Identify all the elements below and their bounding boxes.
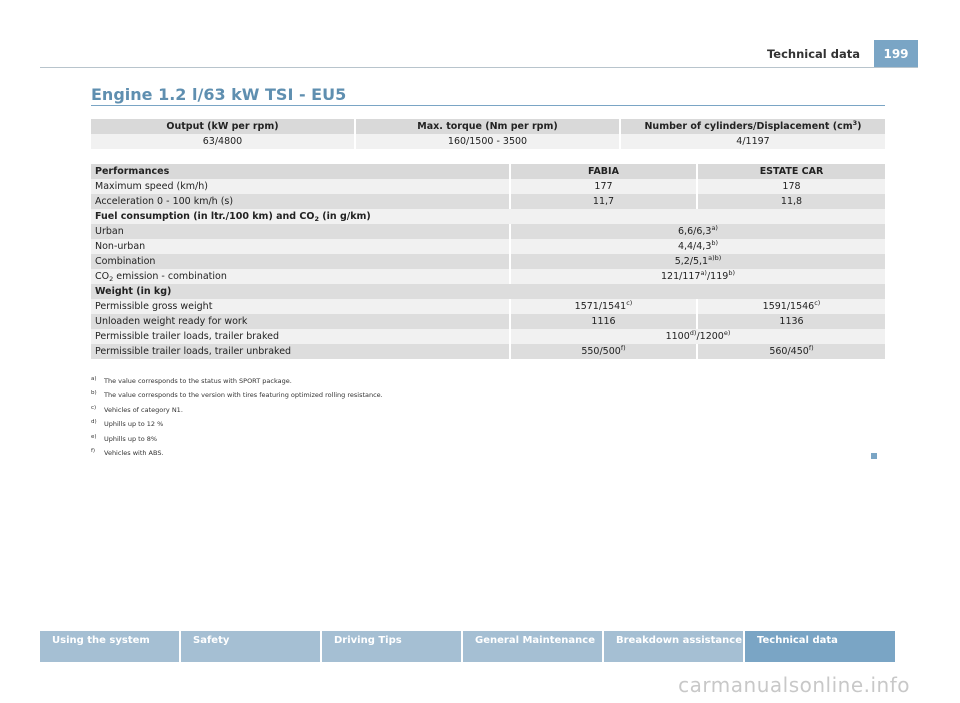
table-header-row (91, 164, 885, 179)
estate-value: 1591/1546$^{c)}$ (697, 299, 885, 314)
fabia-value: 1571/1541$^{c)}$ (510, 299, 697, 314)
row-label: Permissible trailer loads, trailer braked (91, 329, 510, 344)
footnote-text: Uphills up to 8% (104, 434, 158, 443)
row-label: Permissible gross weight (91, 299, 510, 314)
fabia-value: 550/500$^{f)}$ (510, 344, 697, 359)
table-row (91, 224, 885, 239)
footnote-mark: d) (91, 419, 97, 426)
table-row (91, 299, 885, 314)
estate-value: 560/450$^{f)}$ (697, 344, 885, 359)
shared-value: $5,2/5,1^{a)b)}$ (510, 254, 885, 269)
table-row (91, 134, 885, 149)
col-output-header: Output (kW per rpm) (91, 119, 355, 134)
footnote (91, 434, 383, 448)
row-label: Acceleration 0 - 100 km/h (s) (91, 194, 510, 209)
footnote-text: Vehicles of category N1. (104, 405, 183, 414)
section-row-fuel (91, 209, 885, 224)
footnote-text: The value corresponds to the status with SPORT package. (104, 377, 292, 385)
table-row (91, 344, 885, 359)
row-label: Non-urban (91, 239, 510, 254)
col-fabia-header: FABIA (510, 164, 697, 179)
torque-value: 160/1500 - 3500 (355, 134, 620, 149)
row-label: Combination (91, 254, 510, 269)
title-divider (91, 105, 885, 106)
col-cylinders-header: Number of cylinders/Displacement $(cm^3)$ (620, 119, 885, 134)
table-row (91, 329, 885, 344)
nav-tab-technical-data[interactable]: Technical data (745, 631, 895, 662)
col-torque-header: Max. torque (Nm per rpm) (355, 119, 620, 134)
nav-tab-safety[interactable]: Safety (181, 631, 320, 662)
nav-tab-breakdown-assistance[interactable]: Breakdown assistance (604, 631, 743, 662)
col-performances-header: Performances (91, 164, 510, 179)
footnote-mark: c) (91, 404, 97, 411)
performance-table (91, 164, 885, 359)
row-label: Urban (91, 224, 510, 239)
footnote-text: Vehicles with ABS. (104, 448, 164, 457)
section-title: Engine 1.2 l/63 kW TSI - EU5 (91, 85, 347, 104)
footnote-mark: b) (91, 390, 97, 397)
nav-tab-general-maintenance[interactable]: General Maintenance (463, 631, 602, 662)
section-row-weight (91, 284, 885, 299)
engine-spec-table (91, 119, 885, 149)
table-row (91, 254, 885, 269)
footnote-mark: e) (91, 433, 97, 440)
footnote (91, 419, 383, 433)
watermark-text: carmanualsonline.info (678, 673, 910, 697)
footnote-mark: a) (91, 376, 97, 382)
section-label: Fuel consumption (in ltr./100 km) and $CO_2$ (in g/km) (91, 209, 885, 224)
footnote-text: The value corresponds to the version with tires featuring optimized rolling resistance. (104, 391, 383, 400)
estate-value: 11,8 (697, 194, 885, 209)
fabia-value: 11,7 (510, 194, 697, 209)
footnote (91, 390, 383, 404)
row-label: $CO_2$ emission - combination (91, 269, 510, 284)
shared-value: 6,6/6,3$^{a)}$ (510, 224, 885, 239)
chapter-nav (40, 631, 918, 662)
table-row (91, 239, 885, 254)
shared-value: 1100$^{d)}$/1200$^{e)}$ (510, 329, 885, 344)
footnote (91, 448, 383, 462)
col-estate-header: ESTATE CAR (697, 164, 885, 179)
row-label: Permissible trailer loads, trailer unbraked (91, 344, 510, 359)
header-title: Technical data (766, 47, 860, 61)
page-header (40, 40, 918, 68)
footnote (91, 405, 383, 419)
estate-value: 1136 (697, 314, 885, 329)
table-row (91, 194, 885, 209)
footnote-mark: f) (91, 447, 96, 454)
cylinders-value: 4/1197 (620, 134, 885, 149)
table-row (91, 314, 885, 329)
estate-value: 178 (697, 179, 885, 194)
table-row (91, 179, 885, 194)
table-row (91, 269, 885, 284)
nav-tab-driving-tips[interactable]: Driving Tips (322, 631, 461, 662)
table-header-row (91, 119, 885, 134)
shared-value: 121/117$^{a)}$/119$^{b)}$ (510, 269, 885, 284)
shared-value: 4,4/4,3$^{b)}$ (510, 239, 885, 254)
fabia-value: 1116 (510, 314, 697, 329)
output-value: 63/4800 (91, 134, 355, 149)
footnotes (91, 376, 383, 462)
page-number: 199 (874, 40, 918, 67)
row-label: Unloaden weight ready for work (91, 314, 510, 329)
footnote-text: Uphills up to 12 % (104, 420, 164, 429)
section-end-marker-icon (871, 453, 877, 459)
nav-tab-using-the-system[interactable]: Using the system (40, 631, 179, 662)
footnote (91, 376, 383, 390)
row-label: Maximum speed (km/h) (91, 179, 510, 194)
section-label: Weight (in kg) (91, 284, 885, 299)
fabia-value: 177 (510, 179, 697, 194)
